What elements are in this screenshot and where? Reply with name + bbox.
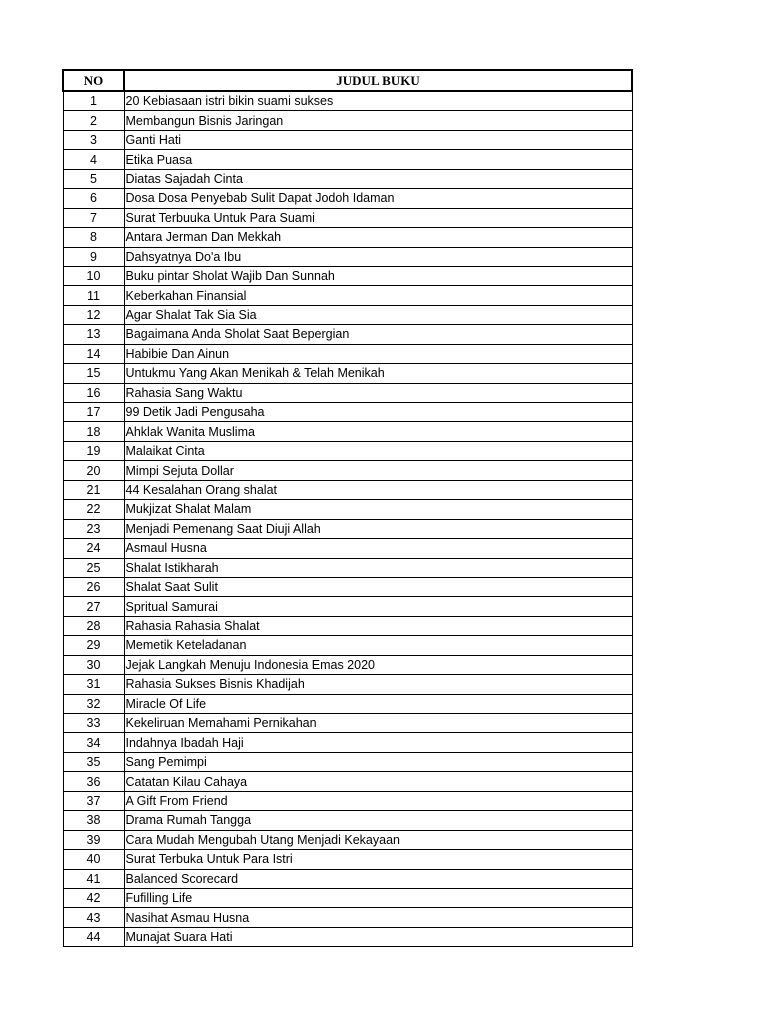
book-title: Sang Pemimpi <box>124 752 632 771</box>
book-title: Kekeliruan Memahami Pernikahan <box>124 714 632 733</box>
book-title: Cara Mudah Mengubah Utang Menjadi Kekayaan <box>124 830 632 849</box>
book-title: Nasihat Asmau Husna <box>124 908 632 927</box>
row-number: 23 <box>63 519 124 538</box>
book-title: Agar Shalat Tak Sia Sia <box>124 305 632 324</box>
row-number: 10 <box>63 266 124 285</box>
row-number: 8 <box>63 228 124 247</box>
row-number: 9 <box>63 247 124 266</box>
book-title: Diatas Sajadah Cinta <box>124 169 632 188</box>
table-row <box>63 830 632 849</box>
book-title: Munajat Suara Hati <box>124 927 632 946</box>
row-number: 28 <box>63 616 124 635</box>
table-row <box>63 675 632 694</box>
table-row <box>63 189 632 208</box>
row-number: 33 <box>63 714 124 733</box>
book-title: Drama Rumah Tangga <box>124 811 632 830</box>
table-row <box>63 150 632 169</box>
table-row <box>63 422 632 441</box>
table-row <box>63 169 632 188</box>
book-title: Spritual Samurai <box>124 597 632 616</box>
book-title: 20 Kebiasaan istri bikin suami sukses <box>124 91 632 111</box>
book-title: Asmaul Husna <box>124 539 632 558</box>
row-number: 18 <box>63 422 124 441</box>
table-row <box>63 636 632 655</box>
row-number: 34 <box>63 733 124 752</box>
row-number: 31 <box>63 675 124 694</box>
table-row <box>63 247 632 266</box>
row-number: 15 <box>63 364 124 383</box>
book-title: 99 Detik Jadi Pengusaha <box>124 403 632 422</box>
row-number: 2 <box>63 111 124 130</box>
table-row <box>63 616 632 635</box>
table-row <box>63 325 632 344</box>
row-number: 38 <box>63 811 124 830</box>
table-row <box>63 228 632 247</box>
row-number: 24 <box>63 539 124 558</box>
row-number: 20 <box>63 461 124 480</box>
table-row <box>63 597 632 616</box>
table-row <box>63 850 632 869</box>
table-row <box>63 733 632 752</box>
table-body <box>63 91 632 947</box>
header-judul-buku: JUDUL BUKU <box>124 70 632 91</box>
table-row <box>63 927 632 946</box>
row-number: 5 <box>63 169 124 188</box>
row-number: 25 <box>63 558 124 577</box>
book-title: Keberkahan Finansial <box>124 286 632 305</box>
table-row <box>63 811 632 830</box>
table-row <box>63 111 632 130</box>
book-title: Balanced Scorecard <box>124 869 632 888</box>
book-title: Mimpi Sejuta Dollar <box>124 461 632 480</box>
row-number: 22 <box>63 500 124 519</box>
book-title: Memetik Keteladanan <box>124 636 632 655</box>
row-number: 6 <box>63 189 124 208</box>
table-row <box>63 888 632 907</box>
row-number: 43 <box>63 908 124 927</box>
table-row <box>63 772 632 791</box>
book-title: Miracle Of Life <box>124 694 632 713</box>
book-title: Habibie Dan Ainun <box>124 344 632 363</box>
row-number: 17 <box>63 403 124 422</box>
row-number: 3 <box>63 130 124 149</box>
table-row <box>63 130 632 149</box>
table-row <box>63 91 632 111</box>
book-title: Bagaimana Anda Sholat Saat Bepergian <box>124 325 632 344</box>
row-number: 21 <box>63 480 124 499</box>
table-row <box>63 558 632 577</box>
table-row <box>63 694 632 713</box>
table-row <box>63 714 632 733</box>
table-row <box>63 344 632 363</box>
table-row <box>63 480 632 499</box>
book-title: Dahsyatnya Do'a Ibu <box>124 247 632 266</box>
book-title: Antara Jerman Dan Mekkah <box>124 228 632 247</box>
row-number: 12 <box>63 305 124 324</box>
table-row <box>63 908 632 927</box>
table-row <box>63 461 632 480</box>
book-title: Ahklak Wanita Muslima <box>124 422 632 441</box>
row-number: 35 <box>63 752 124 771</box>
book-title: Catatan Kilau Cahaya <box>124 772 632 791</box>
table-header-row <box>63 70 632 91</box>
row-number: 26 <box>63 577 124 596</box>
table-row <box>63 305 632 324</box>
table-row <box>63 577 632 596</box>
book-title: Surat Terbuuka Untuk Para Suami <box>124 208 632 227</box>
row-number: 1 <box>63 91 124 111</box>
row-number: 30 <box>63 655 124 674</box>
book-title: 44 Kesalahan Orang shalat <box>124 480 632 499</box>
row-number: 16 <box>63 383 124 402</box>
table-row <box>63 500 632 519</box>
table-row <box>63 655 632 674</box>
book-title: Membangun Bisnis Jaringan <box>124 111 632 130</box>
table-row <box>63 364 632 383</box>
table-row <box>63 383 632 402</box>
book-list-table <box>62 69 633 947</box>
table-row <box>63 403 632 422</box>
table-row <box>63 791 632 810</box>
header-no: NO <box>63 70 124 91</box>
row-number: 7 <box>63 208 124 227</box>
book-title: Shalat Saat Sulit <box>124 577 632 596</box>
table-row <box>63 286 632 305</box>
book-title: Fufilling Life <box>124 888 632 907</box>
row-number: 44 <box>63 927 124 946</box>
table-row <box>63 266 632 285</box>
row-number: 42 <box>63 888 124 907</box>
book-title: Shalat Istikharah <box>124 558 632 577</box>
row-number: 29 <box>63 636 124 655</box>
book-title: Rahasia Sukses Bisnis Khadijah <box>124 675 632 694</box>
row-number: 40 <box>63 850 124 869</box>
table-row <box>63 539 632 558</box>
row-number: 36 <box>63 772 124 791</box>
table-row <box>63 441 632 460</box>
book-title: Rahasia Sang Waktu <box>124 383 632 402</box>
book-title: A Gift From Friend <box>124 791 632 810</box>
row-number: 32 <box>63 694 124 713</box>
book-title: Buku pintar Sholat Wajib Dan Sunnah <box>124 266 632 285</box>
book-title: Dosa Dosa Penyebab Sulit Dapat Jodoh Idaman <box>124 189 632 208</box>
table-row <box>63 869 632 888</box>
book-title: Jejak Langkah Menuju Indonesia Emas 2020 <box>124 655 632 674</box>
row-number: 41 <box>63 869 124 888</box>
row-number: 4 <box>63 150 124 169</box>
row-number: 19 <box>63 441 124 460</box>
row-number: 11 <box>63 286 124 305</box>
book-title: Etika Puasa <box>124 150 632 169</box>
book-title: Ganti Hati <box>124 130 632 149</box>
row-number: 14 <box>63 344 124 363</box>
book-title: Malaikat Cinta <box>124 441 632 460</box>
row-number: 27 <box>63 597 124 616</box>
book-title: Mukjizat Shalat Malam <box>124 500 632 519</box>
book-title: Menjadi Pemenang Saat Diuji Allah <box>124 519 632 538</box>
row-number: 39 <box>63 830 124 849</box>
table-row <box>63 208 632 227</box>
book-title: Rahasia Rahasia Shalat <box>124 616 632 635</box>
row-number: 13 <box>63 325 124 344</box>
book-title: Untukmu Yang Akan Menikah & Telah Menikah <box>124 364 632 383</box>
book-title: Indahnya Ibadah Haji <box>124 733 632 752</box>
table-row <box>63 752 632 771</box>
row-number: 37 <box>63 791 124 810</box>
table-row <box>63 519 632 538</box>
book-title: Surat Terbuka Untuk Para Istri <box>124 850 632 869</box>
